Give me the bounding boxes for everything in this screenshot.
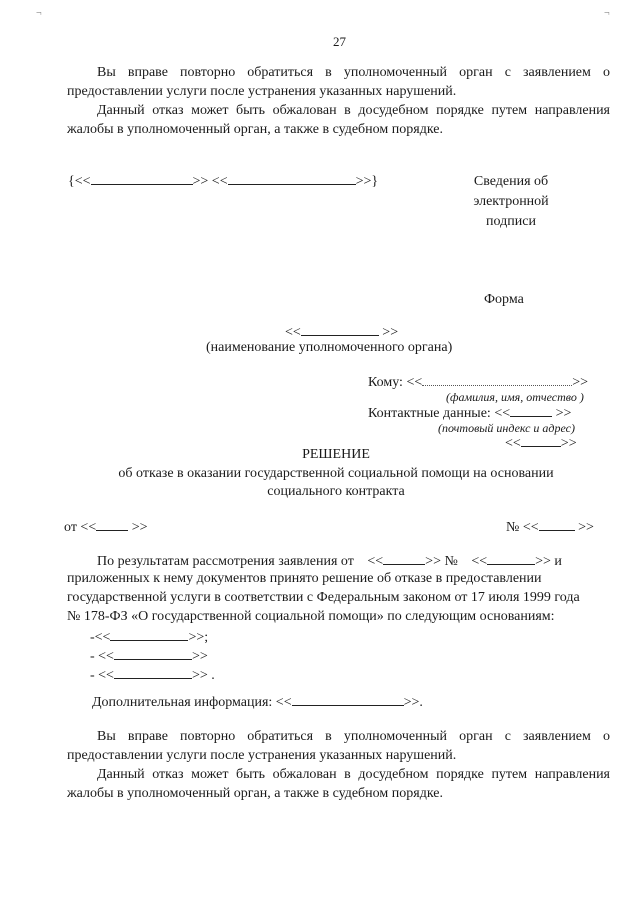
recipient-extra-close: >> [560, 436, 577, 451]
reason-prefix: -<< [90, 630, 111, 645]
decision-subtitle-2: социального контракта [267, 484, 405, 499]
body-text: По результатам рассмотрения заявления от [97, 554, 354, 569]
recipient-to-close: >> [572, 375, 589, 390]
recipient-contacts-close: >> [555, 406, 572, 421]
recipient-contacts-caption: (почтовый индекс и адрес) [438, 421, 575, 435]
reason-suffix: >> . [191, 668, 215, 683]
recipient-to-label: Кому: << [368, 375, 423, 390]
recipient-extra-blank [521, 434, 561, 447]
signature-open: {<< [68, 174, 91, 189]
recipient-to-caption: (фамилия, имя, отчество ) [446, 390, 584, 404]
body-ref-close: >> и [535, 554, 562, 569]
authority-open: << [285, 325, 301, 340]
authority-blank [301, 323, 379, 336]
reason-item-2 [90, 647, 208, 665]
paragraph-text: Вы вправе повторно обратиться в уполномоченный орган с заявлением о предоставлении услуги после устранения указанных нарушений. [67, 65, 610, 99]
authority-field [285, 323, 398, 341]
body-ref-blank-1 [383, 552, 425, 565]
date-open: от << [64, 520, 97, 535]
reason-suffix: >>; [188, 630, 209, 645]
reason-prefix: - << [90, 649, 114, 664]
decision-number [506, 518, 594, 536]
recipient-to-blank [422, 373, 572, 386]
body-line-1 [97, 552, 610, 570]
date-blank [96, 518, 128, 531]
reason-item-3 [90, 666, 215, 684]
reason-blank [114, 666, 192, 679]
scan-mark: ¬ [36, 8, 42, 19]
body-ref-blank-2 [487, 552, 535, 565]
signature-info-line: электронной [473, 194, 549, 209]
recipient-extra-open: << [505, 436, 521, 451]
additional-info-close: >>. [403, 695, 423, 710]
decision-subtitle-1: об отказе в оказании государственной социальной помощи на основании [118, 466, 554, 481]
reason-blank [114, 647, 192, 660]
body-ref-open: << [367, 554, 384, 569]
page-number: 27 [333, 34, 346, 49]
authority-caption: (наименование уполномоченного органа) [206, 340, 453, 355]
authority-close: >> [382, 325, 399, 340]
bottom-paragraph-2: Данный отказ может быть обжалован в досудебном порядке путем направления жалобы в уполномоченный орган, а также в судебном порядке. [67, 767, 610, 801]
signature-mid: >> << [192, 174, 228, 189]
signature-blank-1 [91, 172, 193, 185]
reason-prefix: - << [90, 668, 114, 683]
number-close: >> [578, 520, 594, 535]
scan-mark: ¬ [604, 8, 610, 19]
signature-info [446, 172, 576, 232]
reason-item-1 [90, 628, 208, 646]
body-line-3: государственной услуги в соответствии с Федеральным законом от 17 июля 1999 года [67, 590, 580, 605]
body-line-4: № 178-ФЗ «О государственной социальной помощи» по следующим основаниям: [67, 609, 555, 624]
signature-close: >>} [355, 174, 379, 189]
additional-info-label: Дополнительная информация: << [92, 695, 292, 710]
top-paragraph-2: Данный отказ может быть обжалован в досудебном порядке путем направления жалобы в уполномоченный орган, а также в судебном порядке. [67, 103, 610, 137]
decision-title: РЕШЕНИЕ [302, 447, 370, 462]
top-paragraph-1 [67, 63, 610, 101]
body-line-2: приложенных к нему документов принято решение об отказе в предоставлении [67, 571, 542, 586]
date-close: >> [131, 520, 148, 535]
signature-placeholder [68, 172, 378, 190]
recipient-contacts-blank [510, 404, 552, 417]
number-blank [539, 518, 575, 531]
reason-blank [110, 628, 188, 641]
recipient-to [368, 373, 588, 391]
recipient-contacts-label: Контактные данные: << [368, 406, 511, 421]
body-ref-close: >> № [425, 554, 458, 569]
decision-date [64, 518, 148, 536]
recipient-contacts [368, 404, 571, 422]
signature-blank-2 [228, 172, 356, 185]
body-ref-open: << [471, 554, 488, 569]
reason-suffix: >> [191, 649, 208, 664]
signature-info-line: Сведения об [473, 174, 549, 189]
additional-info [92, 693, 423, 711]
number-open: № << [506, 520, 539, 535]
form-label: Форма [484, 292, 524, 307]
bottom-paragraph-1: Вы вправе повторно обратиться в уполномоченный орган с заявлением о предоставлении услуги после устранения указанных нарушений. [67, 729, 610, 763]
signature-info-line: подписи [486, 214, 536, 229]
additional-info-blank [292, 693, 404, 706]
